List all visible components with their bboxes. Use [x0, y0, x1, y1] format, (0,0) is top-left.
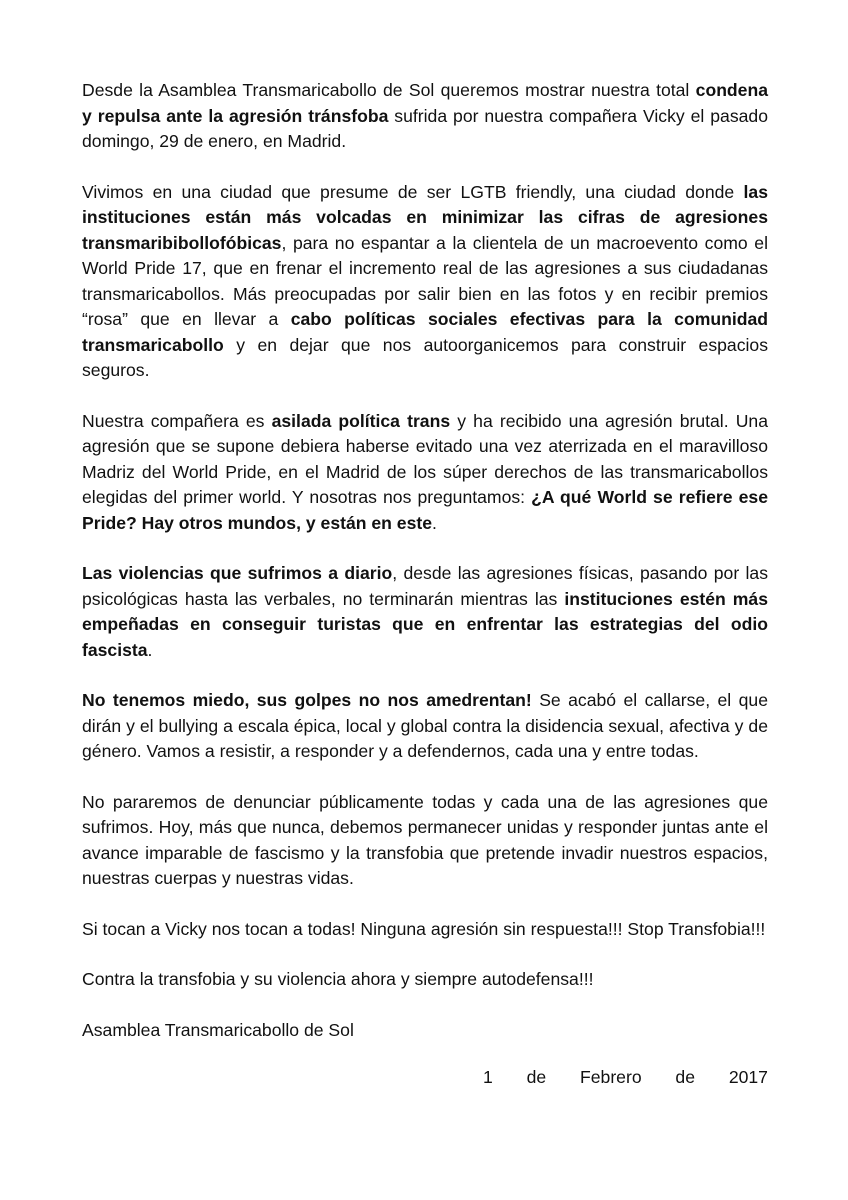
- date-de-2: de: [675, 1067, 695, 1087]
- date-day: 1: [483, 1067, 493, 1087]
- text-run: .: [147, 639, 153, 660]
- text-run: .: [432, 512, 437, 533]
- text-run: Nuestra compañera es: [82, 410, 272, 431]
- text-run: y en dejar que nos autoorganicemos para construir espacios seguros.: [82, 334, 768, 380]
- body-text: [82, 78, 768, 993]
- text-run: Desde la Asamblea Transmaricabollo de Sol queremos mostrar nuestra total: [82, 80, 696, 100]
- bold-text: instituciones estén más empeñadas en conseguir turistas que en enfrentar las estrategias del odio fascista: [82, 588, 768, 660]
- paragraph-5: [82, 688, 768, 765]
- bold-text: Las violencias que sufrimos a diario: [82, 563, 393, 583]
- date-month: Febrero: [580, 1067, 642, 1087]
- signature: Asamblea Transmaricabollo de Sol: [82, 1019, 354, 1040]
- paragraph-2: [82, 180, 768, 384]
- paragraph-3: [82, 409, 768, 537]
- bold-text: ¿A qué World se refiere ese Pride? Hay otros mundos, y están en este: [82, 487, 768, 533]
- bold-text: asilada política trans: [271, 410, 451, 431]
- text-run: Contra la transfobia y su violencia ahora y siempre autodefensa!!!: [82, 969, 594, 989]
- text-run: Si tocan a Vicky nos tocan a todas! Ninguna agresión sin respuesta!!! Stop Transfobia!!!: [82, 918, 766, 939]
- bold-text: No tenemos miedo, sus golpes no nos amedrentan!: [82, 690, 532, 710]
- text-run: Se acabó el callarse, el que dirán y el bullying a escala épica, local y global contra la disidencia sexual, afectiva y de género. Vamos a resistir, a responder y a defendernos, cada una y entre todas.: [82, 690, 768, 761]
- text-run: , desde las agresiones físicas, pasando por las psicológicas hasta las verbales, no terminarán mientras las: [82, 563, 769, 609]
- text-run: , para no espantar a la clientela de un macroevento como el World Pride 17, que en frenar el incremento real de las agresiones a sus ciudadanas transmaricabollos. Más preocupadas por salir bien en las fotos y en recibir premios “rosa” que en llevar a: [82, 232, 768, 329]
- date-de-1: de: [526, 1067, 547, 1087]
- text-run: y ha recibido una agresión brutal. Una agresión que se supone debiera haberse evitado una vez aterrizada en el maravilloso Madriz del World Pride, en el Madrid de los súper derechos de las transmaricabollos elegidas del primer world. Y nosotras nos preguntamos:: [82, 410, 768, 507]
- paragraph-6: [82, 790, 768, 892]
- paragraph-8: [82, 967, 768, 993]
- paragraph-1: [82, 78, 768, 155]
- document-page: [82, 78, 768, 1091]
- paragraph-7: [82, 917, 768, 943]
- text-run: Vivimos en una ciudad que presume de ser LGTB friendly, una ciudad donde: [82, 181, 744, 202]
- text-run: sufrida por nuestra compañera Vicky el pasado domingo, 29 de enero, en Madrid.: [82, 105, 768, 151]
- bold-text: condena y repulsa ante la agresión tránsfoba: [82, 80, 768, 126]
- text-run: No pararemos de denunciar públicamente todas y cada una de las agresiones que sufrimos. Hoy, más que nunca, debemos permanecer unidas y responder juntas ante el avance imparable de fascismo y la transfobia que pretende invadir nuestros espacios, nuestras cuerpas y nuestras vidas.: [82, 791, 768, 888]
- date-line: [483, 1065, 768, 1091]
- paragraph-4: [82, 561, 768, 663]
- date-year: 2017: [728, 1067, 768, 1087]
- bold-text: las instituciones están más volcadas en minimizar las cifras de agresiones transmaribibollofóbicas: [82, 181, 768, 253]
- bold-text: cabo políticas sociales efectivas para la comunidad transmaricabollo: [82, 309, 769, 355]
